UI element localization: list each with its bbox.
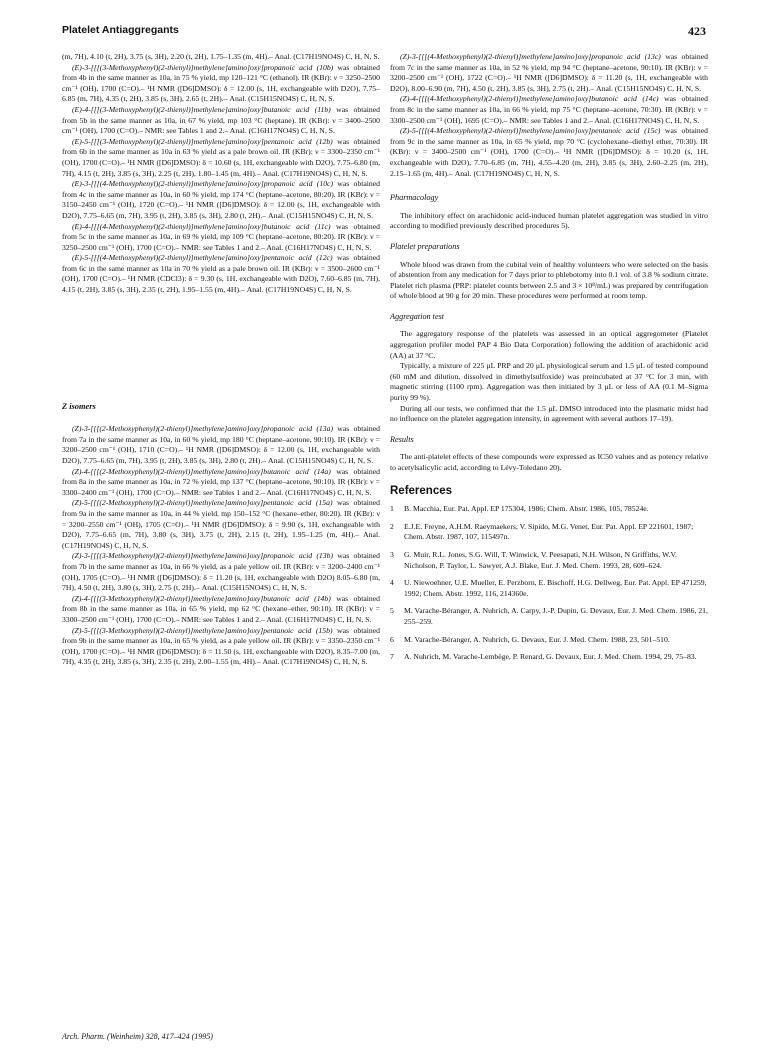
compound-description: was obtained from 9b in the same manner as 10a, in 65 % yield, as a pale yellow oil. IR (KBr): ν = 3350–2350 cm⁻¹ (OH), 1700 (C=O).– ¹H NMR ([D6]DMSO): δ = 11.50 (s, 1H, exchangeable with D2O), 8.35–7.00 (m, 7H), 4.35 (t, 2H), 3.85 (s, 3H), 2.35 (t, 2H), 2.00–1.55 (m, 4H).– Anal. (C17H19NO4S) C, H, N, S. [62, 625, 380, 667]
left-column [62, 52, 380, 668]
compound-entry [62, 626, 380, 668]
compound-name: (E)-5-[[[(3-Methoxyphenyl)(2-thienyl)]methylene]amino]oxy]pentanoic acid (12b) [72, 136, 333, 146]
reference-number: 6 [390, 634, 394, 644]
compound-description: was obtained from 8c in the same manner as 10a, in 66 % yield, mp 75 °C (heptane–acetone, 70:30). IR (KBr): ν = 3300–2500 cm⁻¹ (OH), 1695 (C=O).– NMR: see Tables 1 and 2.– Anal. (C16H17NO4S) C, H, N, S. [390, 94, 708, 125]
journal-footer: Arch. Pharm. (Weinheim) 328, 417–424 (1995) [62, 1032, 213, 1041]
compound-entry [62, 253, 380, 295]
reference-item [390, 550, 708, 571]
reference-item [390, 522, 708, 543]
aggregation-paragraph-3: During all our tests, we confirmed that the 1.5 μL DMSO introduced into the plasmatic midst had no influence on the platelet aggregation intensity, in agreement with several authors 17–19). [390, 403, 708, 424]
compound-name: (E)-4-[[[(4-Methoxyphenyl)(2-thienyl)]methylene]amino]oxy]butanoic acid (11c) [72, 221, 331, 231]
compound-description: was obtained from 7b in the same manner as 10a, in 66 % yield, as a pale yellow oil. IR (KBr): ν = 3200–2400 cm⁻¹ (OH), 1705 (C=O).– ¹H NMR ([D6]DMSO): δ = 11.20 (s, 1H, exchangeable with D2O) 8.05–6.80 (m, 7H), 4.50 (t, 2H), 3.80 (s, 3H), 2.75 (t, 2H).– Anal. (C15H15NO4S) C, H, N, S. [62, 551, 380, 593]
compound-entry [62, 105, 380, 137]
reference-text: B. Macchia, Eur. Pat. Appl. EP 175304, 1986; Chem. Abstr. 1986, 105, 78524e. [404, 504, 649, 514]
pharmacology-text: The inhibitory effect on arachidonic acid-induced human platelet aggregation was studied in vitro according to modified previously described procedures 5). [390, 210, 708, 231]
compound-entry [62, 179, 380, 221]
compound-name: (Z)-5-[[[(4-Methoxyphenyl)(2-thienyl)]methylene]amino]oxy]pentanoic acid (15c) [400, 126, 661, 136]
references-heading: References [390, 484, 453, 497]
reference-item [390, 578, 708, 599]
reference-item [390, 606, 708, 627]
aggregation-paragraph-2: Typically, a mixture of 225 μL PRP and 20 μL physiological serum and 1.5 μL of tested compound (60 mM and dilution, dissolved in dimethylsulfoxide) was preincubated at 37 °C for 3 min, with magnetic stirring (1100 rpm). Aggregation was then initiated by 3 μL or less of AA (0.1 M–Sigma purity 99 %). [390, 361, 708, 403]
compound-description: was obtained from 9a in the same manner as 10a, in 44 % yield, mp 150–152 °C (hexane–ether, 80:20). IR (KBr): ν = 3200–2550 cm⁻¹ (OH), 1705 (C=O).– ¹H NMR ([D6]DMSO): δ = 9.90 (s, 1H, exchangeable with D2O), 7.75–6.65 (m, 7H), 3.80 (s, 3H), 3.75 (t, 2H), 2.15 (t, 2H), 1.95–1.25 (m, 4H).– Anal. (C17H19NO4S) C, H, N, S. [62, 498, 380, 550]
reference-text: A. Nuhrich, M. Varache-Lembège, P. Renard, G. Devaux, Eur. J. Med. Chem. 1994, 29, 75–83. [404, 652, 697, 662]
compound-description: was obtained from 8a in the same manner as 10a, in 72 % yield, mp 137 °C (heptane–acetone, 90:10). IR (KBr): ν = 3300–2400 cm⁻¹ (OH), 1700 (C=O).– NMR: see Tables 1 and 2.– Anal. (C16H17NO4S) C, H, N, S. [62, 466, 380, 497]
compound-name: (Z)-4-[[[(4-Methoxyphenyl)(2-thienyl)]methylene]amino]oxy]butanoic acid (14c) [400, 94, 659, 104]
compound-description: was obtained from 6c in the same manner as 10a in 70 % yield as a pale brown oil. IR (KBr): ν = 3500–2600 cm⁻¹ (OH), 1700 (C=O).– ¹H NMR (CDCl3): δ = 9.30 (s, 1H, exchangeable with D2O), 7.60–6.85 (m, 7H), 4.15 (t, 2H), 3.85 (s, 3H), 2.35 (t, 2H), 1.95–1.55 (m, 4H).– Anal. (C17H19NO4S) C, H, N, S. [62, 253, 380, 295]
pharmacology-heading: Pharmacology [390, 193, 439, 203]
results-text: The anti-platelet effects of these compounds were expressed as IC50 values and as potency relative to acetylsalicylic acid, according to Lévy-Toledano 20). [390, 452, 708, 472]
compound-description: was obtained from 4c in the same manner as 10a, in 60 % yield, mp 174 °C (heptane–acetone, 80:20). IR (KBr): ν = 3150–2450 cm⁻¹ (OH), 1720 (C=O).– ¹H NMR ([D6]DMSO): δ = 12.00 (s, 1H, exchangeable with D2O), 7.75–6.65 (m, 7H), 3.95 (t, 2H), 3.85 (s, 3H), 2.80 (t, 2H).– Anal. (C15H15NO4S) C, H, N, S. [62, 179, 380, 220]
reference-item [390, 635, 708, 646]
compound-description: was obtained from 7c in the same manner as 10a, in 52 % yield, mp 94 °C (heptane–acetone, 90:10). IR (KBr): ν = 3200–2500 cm⁻¹ (OH), 1722 (C=O).– ¹H NMR ([D6]DMSO): δ = 11.20 (s, 1H, exchangeable with D2O), 8.00–6.90 (m, 7H), 4.50 (t, 2H), 3.85 (s, 3H), 2.75 (t, 2H).– Anal. (C15H15NO4S) C, H, N, S. [390, 52, 708, 93]
results-heading: Results [390, 434, 414, 444]
compound-entry [390, 126, 708, 179]
platelet-text: Whole blood was drawn from the cubital vein of healthy volunteers who were selected on the basis of abstention from any medication for 7 days prior to phlebotomy into 0.1 vol. of 3.8 % sodium citrate. Platelet rich plasma (PRP: platelet counts between 2.5 and 3 × 10⁸/mL) was prepared by centrifugation of whole blood at 90 g for 20 min. These procedures were performed at room temp. [390, 259, 708, 301]
running-title: Platelet Antiaggregants [62, 24, 179, 36]
compound-name: (Z)-3-[[[(3-Methoxyphenyl)(2-thienyl)]methylene]amino]oxy]propanoic acid (13b) [72, 551, 334, 561]
compound-name: (E)-4-[[[(3-Methoxyphenyl)(2-thienyl)]methylene]amino]oxy]butanoic acid (11b) [72, 104, 331, 114]
compound-entry [62, 424, 380, 466]
reference-item [390, 652, 708, 663]
right-column [390, 52, 708, 670]
compound-name: (E)-3-[[[(4-Methoxyphenyl)(2-thienyl)]methylene]amino]oxy]propanoic acid (10c) [72, 179, 334, 189]
compound-entry [390, 94, 708, 126]
references-list [390, 504, 708, 663]
platelet-heading: Platelet preparations [390, 241, 460, 251]
z4-isomer-entries [390, 52, 708, 179]
compound-name: (Z)-4-[[[(2-Methoxyphenyl)(2-thienyl)]methylene]amino]oxy]butanoic acid (14a) [72, 466, 331, 476]
compound-description: was obtained from 5c in the same manner as 10a, in 69 % yield, mp 109 °C (heptane–acetone, 80:20). IR (KBr): ν = 3250–2500 cm⁻¹ (OH), 1700 (C=O).– NMR: see Tables 1 and 2.– Anal. (C16H17NO4S) C, H, N, S. [62, 221, 380, 252]
compound-description: was obtained from 8b in the same manner as 10a, in 65 % yield, mp 62 °C (hexane–ether, 90:10). IR (KBr): ν = 3300–2500 cm⁻¹ (OH), 1700 (C=O).– NMR: see Tables 1 and 2.– Anal. (C16H17NO4S) C, H, N, S. [62, 593, 380, 624]
compound-name: (E)-3-[[[(3-Methoxyphenyl)(2-thienyl)]methylene]amino]oxy]propanoic acid (10b) [72, 62, 334, 72]
reference-number: 2 [390, 521, 394, 531]
compound-description: was obtained from 4b in the same manner as 10a, in 75 % yield, mp 120–121 °C (ethanol). IR (KBr): ν = 3250–2500 cm⁻¹ (OH), 1700 (C=O).– ¹H NMR ([D6]DMSO): δ = 12.00 (s, 1H, exchangeable with D2O), 7.75–6.85 (m, 7H), 4.35 (t, 2H), 3.85 (s, 3H), 2.65 (t, 2H).– Anal. (C15H15NO4S) C, H, N, S. [62, 62, 380, 104]
reference-text: M. Varache-Béranger, A. Nuhrich, G. Devaux, Eur. J. Med. Chem. 1988, 23, 501–510. [404, 634, 670, 644]
compound-entry [62, 551, 380, 593]
compound-entry [390, 52, 708, 94]
reference-number: 1 [390, 504, 394, 514]
reference-text: G. Muir, R.L. Jones, S.G. Will, T. Winwick, V. Peesapati, N.H. Wilson, N Griffiths, W.V. Nicholson, P. Taylor, L. Sawyer, A.J. Blake, Eur. J. Med. Chem. 1993, 28, 609–624. [404, 549, 677, 570]
aggregation-paragraph-1: The aggregatory response of the platelets was assessed in an optical aggregometer (Platelet aggregation profiler model PAP 4 Bio Data Corporation) following the addition of arachidonic acid (AA) at 37 °C. [390, 329, 708, 360]
compound-name: (Z)-3-[[[(4-Methoxyphenyl)(2-thienyl)]methylene]amino]oxy]propanoic acid (13c) [400, 52, 661, 61]
compound-entry [62, 467, 380, 499]
compound-entry [62, 222, 380, 254]
compound-entry [62, 498, 380, 551]
compound-name: (Z)-5-[[[(3-Methoxyphenyl)(2-thienyl)]methylene]amino]oxy]pentanoic acid (15b) [72, 625, 333, 635]
compound-name: (Z)-3-[[[(2-Methoxyphenyl)(2-thienyl)]methylene]amino]oxy]propanoic acid (13a) [72, 424, 334, 434]
e-isomer-entries [62, 63, 380, 296]
compound-name: (E)-5-[[[(4-Methoxyphenyl)(2-thienyl)]methylene]amino]oxy]pentanoic acid (12c) [72, 253, 333, 263]
compound-entry [62, 63, 380, 105]
compound-name: (Z)-4-[[[(3-Methoxyphenyl)(2-thienyl)]methylene]amino]oxy]butanoic acid (14b) [72, 593, 331, 603]
reference-number: 4 [390, 578, 394, 588]
compound-description: was obtained from 5b in the same manner as 10a, in 67 % yield, mp 103 °C (heptane). IR (KBr): ν = 3400–2500 cm⁻¹ (OH), 1700 (C=O).– NMR: see Tables 1 and 2.– Anal. (C16H17NO4S) C, H, N, S. [62, 104, 380, 136]
compound-description: was obtained from 9c in the same manner as 10a, in 65 % yield, mp 70 °C (cyclohexane–diethyl ether, 70:30). IR (KBr): ν = 3400–2500 cm⁻¹ (OH), 1700 (C=O).– ¹H NMR ([D6]DMSO): δ = 10.20 (s, 1H, exchangeable with D2O), 7.70–6.85 (m, 7H), 4.55–4.20 (m, 2H), 3.85 (s, 3H), 2.60–2.25 (m, 2H), 2.15–1.65 (m, 4H).– Anal. (C17H19NO4S) C, H, N, S. [390, 126, 708, 178]
compound-description: was obtained from 6b in the same manner as 10a in 63 % yield as a pale brown oil. IR (KBr): ν = 3300–2350 cm⁻¹ (OH), 1700 (C=O).– ¹H NMR ([D6]DMSO): δ = 10.60 (s, 1H, exchangeable with D2O), 7.75–6.80 (m, 7H), 4.15 (t, 2H), 3.85 (s, 3H), 2.25 (t, 2H), 1.80–1.45 (m, 4H).– Anal. (C17H19NO4S) C, H, N, S. [62, 136, 380, 178]
aggregation-heading: Aggregation test [390, 311, 445, 321]
reference-text: U. Niewoehner, U.E. Mueller, E. Perzborn, E. Bischoff, H.G. Dellweg, Eur. Pat. Appl. EP 471259, 1992; Chem. Abstr. 1992, 116, 214360e. [404, 578, 707, 598]
continuation-text: (m, 7H), 4.10 (t, 2H), 3.75 (s, 3H), 2.20 (t, 2H), 1.75–1.35 (m, 4H).– Anal. (C17H19NO4S) C, H, N, S. [62, 52, 380, 61]
compound-entry [62, 594, 380, 626]
reference-number: 3 [390, 549, 394, 559]
reference-text: E.J.E. Freyne, A.H.M. Raeymaekers, V. Sipido, M.G. Venet, Eur. Pat. Appl. EP 221601, 1987; Chem. Abstr. 1987, 107, 115497n. [404, 521, 694, 542]
z-isomers-heading: Z isomers [62, 401, 96, 411]
reference-text: M. Varache-Béranger, A. Nuhrich, A. Carpy, J.-P. Dupin, G. Devaux, Eur. J. Med. Chem. 1986, 21, 255–259. [404, 606, 708, 626]
reference-item [390, 504, 708, 515]
compound-description: was obtained from 7a in the same manner as 10a, in 60 % yield, mp 180 °C (heptane–acetone, 90:10). IR (KBr): ν = 3200–2500 cm⁻¹ (OH), 1710 (C=O).– ¹H NMR ([D6]DMSO): δ = 12.00 (s, 1H, exchangeable with D2O), 7.75–6.65 (m, 7H), 3.95 (t, 2H), 3.85 (s, 3H), 2.80 (t, 2H).– Anal. (C15H15NO4S) C, H, N, S. [62, 424, 380, 466]
compound-entry [62, 137, 380, 179]
z-isomer-entries [62, 424, 380, 668]
reference-number: 5 [390, 606, 394, 616]
page-number: 423 [688, 24, 706, 38]
compound-name: (Z)-5-[[[(2-Methoxyphenyl)(2-thienyl)]methylene]amino]oxy]pentanoic acid (15a) [72, 498, 333, 508]
reference-number: 7 [390, 652, 394, 662]
